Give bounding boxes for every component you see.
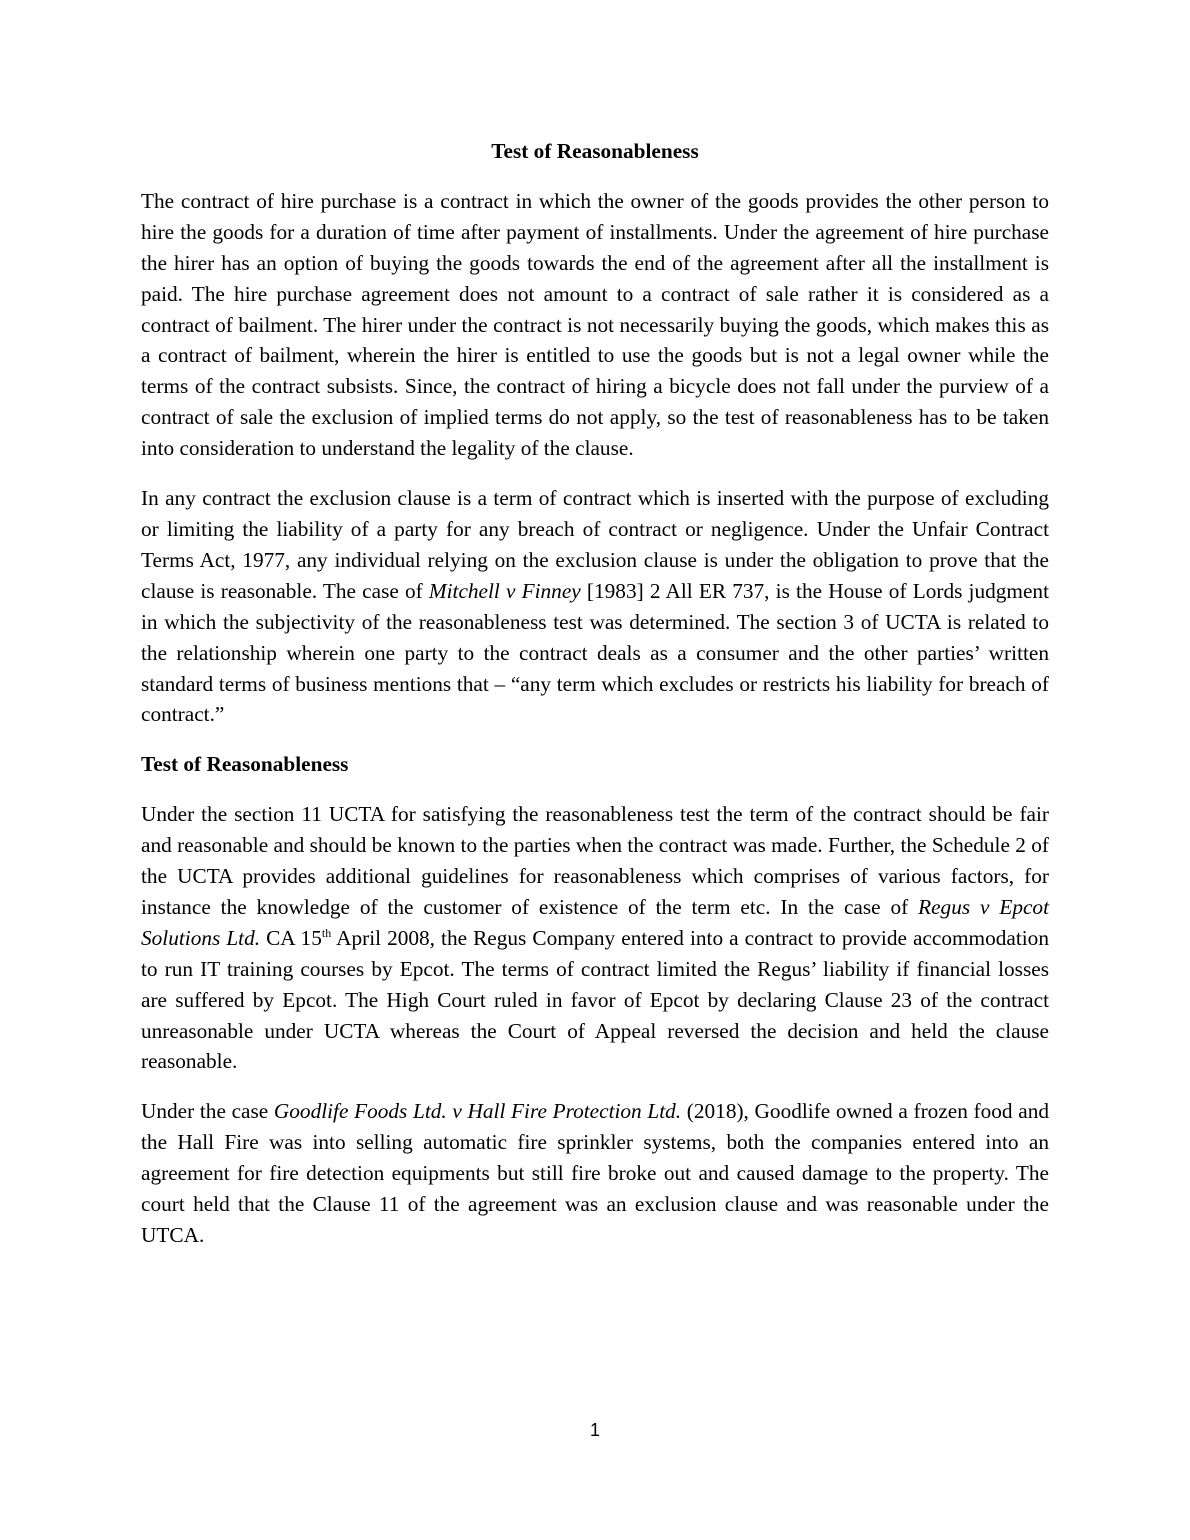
paragraph-exclusion-clause — [141, 483, 1049, 730]
page-number: 1 — [589, 1420, 600, 1440]
section-heading: Test of Reasonableness — [141, 752, 349, 777]
paragraph-section-11 — [141, 799, 1049, 1077]
text-segment: April 2008, the Regus Company entered into a contract to provide accommodation to run IT training courses by Epcot. The terms of contract limited the Regus’ liability if financial losses are suffered by Epcot. The High Court ruled in favor of Epcot by declaring Clause 23 of the contract unreasonable under UCTA whereas the Court of Appeal reversed the decision and held the clause reasonable. — [141, 925, 1049, 1074]
text-segment: Under the section 11 UCTA for satisfying the reasonableness test the term of the contract should be fair and reasonable and should be known to the parties when the contract was made. Further, the Schedule 2 of the UCTA provides additional guidelines for reasonableness which comprises of various factors, for instance the knowledge of the customer of existence of the term etc. In the case of — [141, 802, 1049, 919]
text-segment: Under the case — [141, 1099, 274, 1124]
text-segment: (2018), Goodlife owned a frozen food and the Hall Fire was into selling automatic fire sprinkler systems, both the companies entered into an agreement for fire detection equipments but still fire broke out and caused damage to the property. The court held that the Clause 11 of the agreement was an exclusion clause and was reasonable under the UTCA. — [141, 1099, 1049, 1247]
case-name-goodlife: Goodlife Foods Ltd. v Hall Fire Protection Ltd. — [273, 1099, 682, 1124]
page-title: Test of Reasonableness — [491, 139, 699, 163]
case-name-mitchell: Mitchell v Finney — [428, 578, 581, 603]
case-name-regus: Regus v Epcot Solutions Ltd. — [141, 894, 1049, 950]
text-segment: [1983] 2 All ER 737, is the House of Lords judgment in which the subjectivity of the reasonableness test was determined. The section 3 of UCTA is related to the relationship wherein one party to the contract deals as a consumer and the other parties’ written standard terms of business mentions that – “any term which excludes or restricts his liability for breach of contract.” — [141, 578, 1049, 727]
document-body — [141, 136, 1049, 1270]
paragraph-goodlife — [141, 1096, 1049, 1251]
text-segment: CA 15 — [260, 925, 322, 950]
text-segment: In any contract the exclusion clause is a term of contract which is inserted with the purpose of excluding or limiting the liability of a party for any breach of contract or negligence. Under the Unfair Contract Terms Act, 1977, any individual relying on the exclusion clause is under the obligation to prove that the clause is reasonable. The case of — [141, 486, 1049, 603]
ordinal-superscript: th — [321, 925, 332, 940]
paragraph-hire-purchase: The contract of hire purchase is a contract in which the owner of the goods provides the other person to hire the goods for a duration of time after payment of installments. Under the agreement of hire purchase the hirer has an option of buying the goods towards the end of the agreement after all the installment is paid. The hire purchase agreement does not amount to a contract of sale rather it is considered as a contract of bailment. The hirer under the contract is not necessarily buying the goods, which makes this as a contract of bailment, wherein the hirer is entitled to use the goods but is not a legal owner while the terms of the contract subsists. Since, the contract of hiring a bicycle does not fall under the purview of a contract of sale the exclusion of implied terms do not apply, so the test of reasonableness has to be taken into consideration to understand the legality of the clause. — [141, 188, 1049, 461]
